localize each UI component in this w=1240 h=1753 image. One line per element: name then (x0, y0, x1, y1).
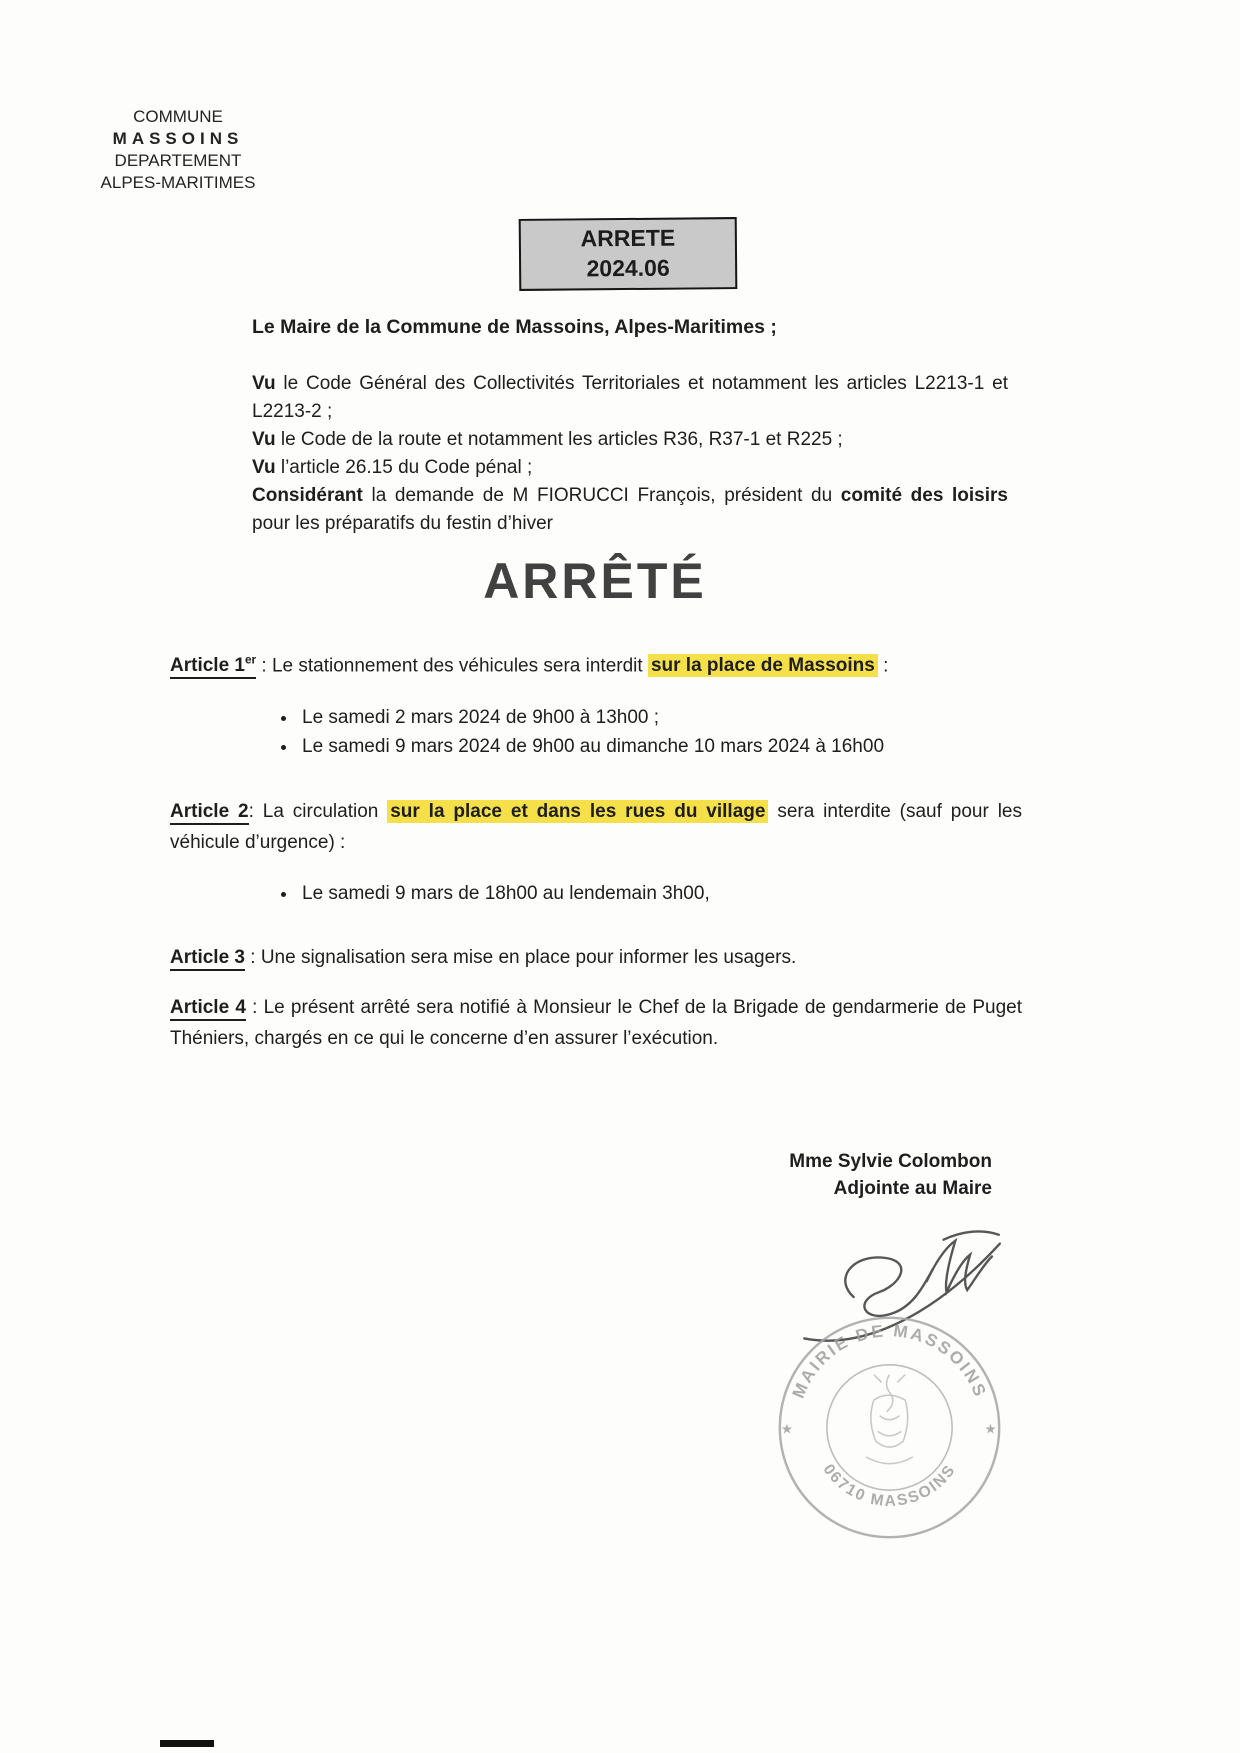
recital-lead: Vu (252, 429, 276, 450)
signature-block (672, 1148, 992, 1202)
bullet-item: • Le samedi 9 mars 2024 de 9h00 au dimanche 10 mars 2024 à 16h00 (298, 732, 970, 761)
stamp-emblem (866, 1375, 913, 1464)
stamp-bottom-text: 06710 MASSOINS (819, 1461, 960, 1510)
signatory-title: Adjointe au Maire (833, 1178, 992, 1199)
recital-considerant (252, 482, 1008, 538)
article-2-highlight: sur la place et dans les rues du village (387, 800, 768, 823)
municipal-stamp (772, 1310, 1007, 1545)
article-1 (170, 645, 1022, 681)
article-1-ordinal: er (244, 654, 257, 667)
article-1-label-text: Article 1 (170, 655, 245, 677)
article-separator: : (256, 655, 272, 677)
bullet-item: • Le samedi 2 mars 2024 de 9h00 à 13h00 ; (298, 703, 970, 732)
article-2-label: Article 2 (170, 801, 249, 825)
article-separator: : (244, 947, 261, 968)
stamp-top-text-curve (788, 1320, 991, 1401)
commune-name: MASSOINS (112, 129, 244, 148)
recital-text: pour les préparatifs du festin d’hiver (252, 513, 553, 534)
signatory-name: Mme Sylvie Colombon (789, 1151, 992, 1172)
recital-vu-3 (252, 454, 1008, 482)
recital-text: l’article 26.15 du Code pénal ; (275, 457, 533, 478)
article-separator: : (248, 801, 263, 822)
scan-artifact-mark (160, 1740, 214, 1747)
salutation-line: Le Maire de la Commune de Massoins, Alpes-Maritimes ; (252, 316, 777, 338)
article-4-text: Le présent arrêté sera notifié à Monsieur le Chef de la Brigade de gendarmerie de Puget Théniers, chargés en ce qui le concerne d’en assurer l’exécution. (170, 997, 1023, 1049)
stamp-star-left-icon: ★ (780, 1421, 794, 1437)
recital-text: le Code de la route et notamment les articles R36, R37-1 et R225 ; (275, 429, 843, 450)
recital-vu-1 (252, 370, 1008, 426)
stamp-top-text: MAIRIE DE MASSOINS (787, 1320, 992, 1401)
stamp-star-right-icon: ★ (984, 1421, 997, 1437)
stamp-bottom-text-curve (820, 1461, 960, 1510)
recital-lead: Considérant (252, 485, 363, 506)
page-title: ARRÊTÉ (483, 553, 707, 609)
departement-label: DEPARTEMENT (114, 151, 242, 170)
departement-name: ALPES-MARITIMES (100, 173, 256, 192)
recitals-block (252, 370, 1008, 538)
recital-lead: Vu (252, 457, 276, 478)
article-3 (170, 942, 1022, 973)
bullet-item: • Le samedi 9 mars de 18h00 au lendemain 3h00, (298, 878, 970, 909)
article-3-label: Article 3 (170, 947, 245, 971)
recital-lead: Vu (252, 373, 276, 394)
article-1-text-after: : (877, 655, 889, 677)
arrete-box-number: 2024.06 (586, 254, 670, 282)
stamp-inner-ring (827, 1365, 952, 1490)
recital-vu-2 (252, 426, 1008, 454)
recital-bold-text: comité des loisirs (840, 485, 1008, 506)
article-separator: : (245, 997, 264, 1018)
article-1-highlight: sur la place de Massoins (648, 654, 878, 677)
commune-label: COMMUNE (133, 107, 223, 126)
article-1-bullets (170, 703, 970, 761)
article-2-text-after: sera interdite (sauf pour les véhicule d’urgence) : (170, 801, 1022, 853)
article-4-label: Article 4 (170, 997, 246, 1021)
recital-text: la demande de M FIORUCCI François, président du (362, 485, 841, 506)
arrete-reference-box (519, 217, 738, 291)
article-2-bullets (170, 878, 970, 909)
article-2 (170, 796, 1022, 858)
article-2-text: La circulation (262, 801, 388, 822)
recital-text: le Code Général des Collectivités Territoriales et notamment les articles L2213-1 et L2213-2 ; (252, 373, 1008, 422)
article-1-label (170, 655, 256, 679)
article-1-text: Le stationnement des véhicules sera interdit (271, 655, 648, 677)
commune-header (78, 106, 278, 194)
article-4 (170, 992, 1022, 1054)
arrete-box-title: ARRETE (580, 224, 676, 252)
article-3-text: Une signalisation sera mise en place pour informer les usagers. (260, 947, 797, 968)
